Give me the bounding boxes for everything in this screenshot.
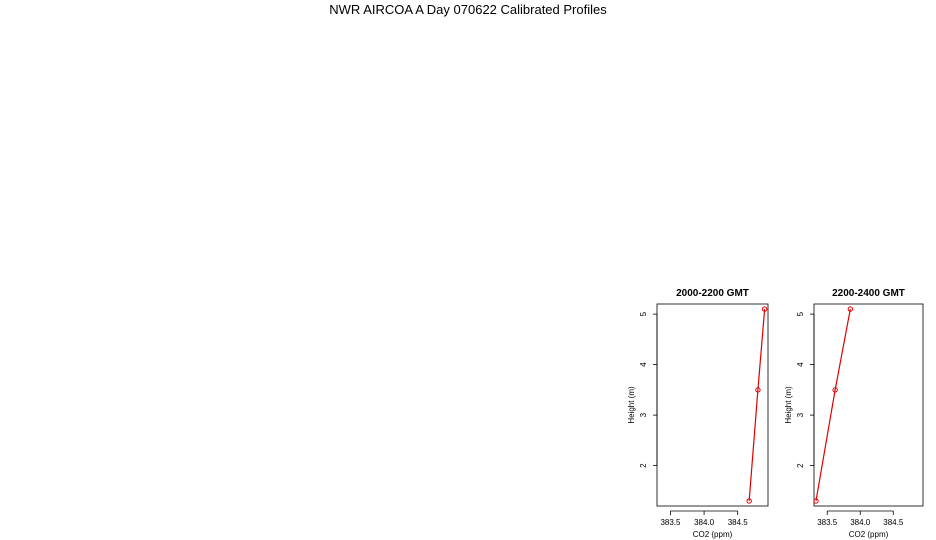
panel-2-x-tick-label: 384.0 — [850, 518, 871, 527]
panel-2-y-label: Height (m) — [784, 386, 793, 424]
panel-2-x-tick-label: 383.5 — [817, 518, 838, 527]
panel-1-y-tick-label: 3 — [639, 412, 648, 418]
panel-1-y-tick-label: 4 — [639, 362, 648, 367]
panel-1-x-tick-label: 383.5 — [660, 518, 681, 527]
panel-1-title: 2000-2200 GMT — [676, 288, 749, 299]
panel-2-y-tick-label: 5 — [796, 311, 805, 317]
panel-2-y-tick-label: 2 — [796, 463, 805, 468]
panel-1-series-line — [749, 309, 764, 501]
panel-1-y-tick-label: 2 — [639, 463, 648, 468]
panel-2-frame — [814, 304, 923, 506]
panel-2-x-label: CO2 (ppm) — [848, 530, 889, 539]
panel-2-x-tick-label: 384.5 — [883, 518, 904, 527]
panel-1-x-tick-label: 384.0 — [694, 518, 715, 527]
panel-2-title: 2200-2400 GMT — [832, 288, 905, 299]
panel-2-series-line — [816, 309, 850, 501]
panel-1-x-tick-label: 384.5 — [727, 518, 748, 527]
panel-1-y-tick-label: 5 — [639, 311, 648, 317]
panel-2-y-tick-label: 3 — [796, 412, 805, 418]
panel-1-x-label: CO2 (ppm) — [692, 530, 733, 539]
panel-2-y-tick-label: 4 — [796, 362, 805, 367]
page-title: NWR AIRCOA A Day 070622 Calibrated Profiles — [329, 2, 607, 17]
panel-1-y-label: Height (m) — [627, 386, 636, 424]
